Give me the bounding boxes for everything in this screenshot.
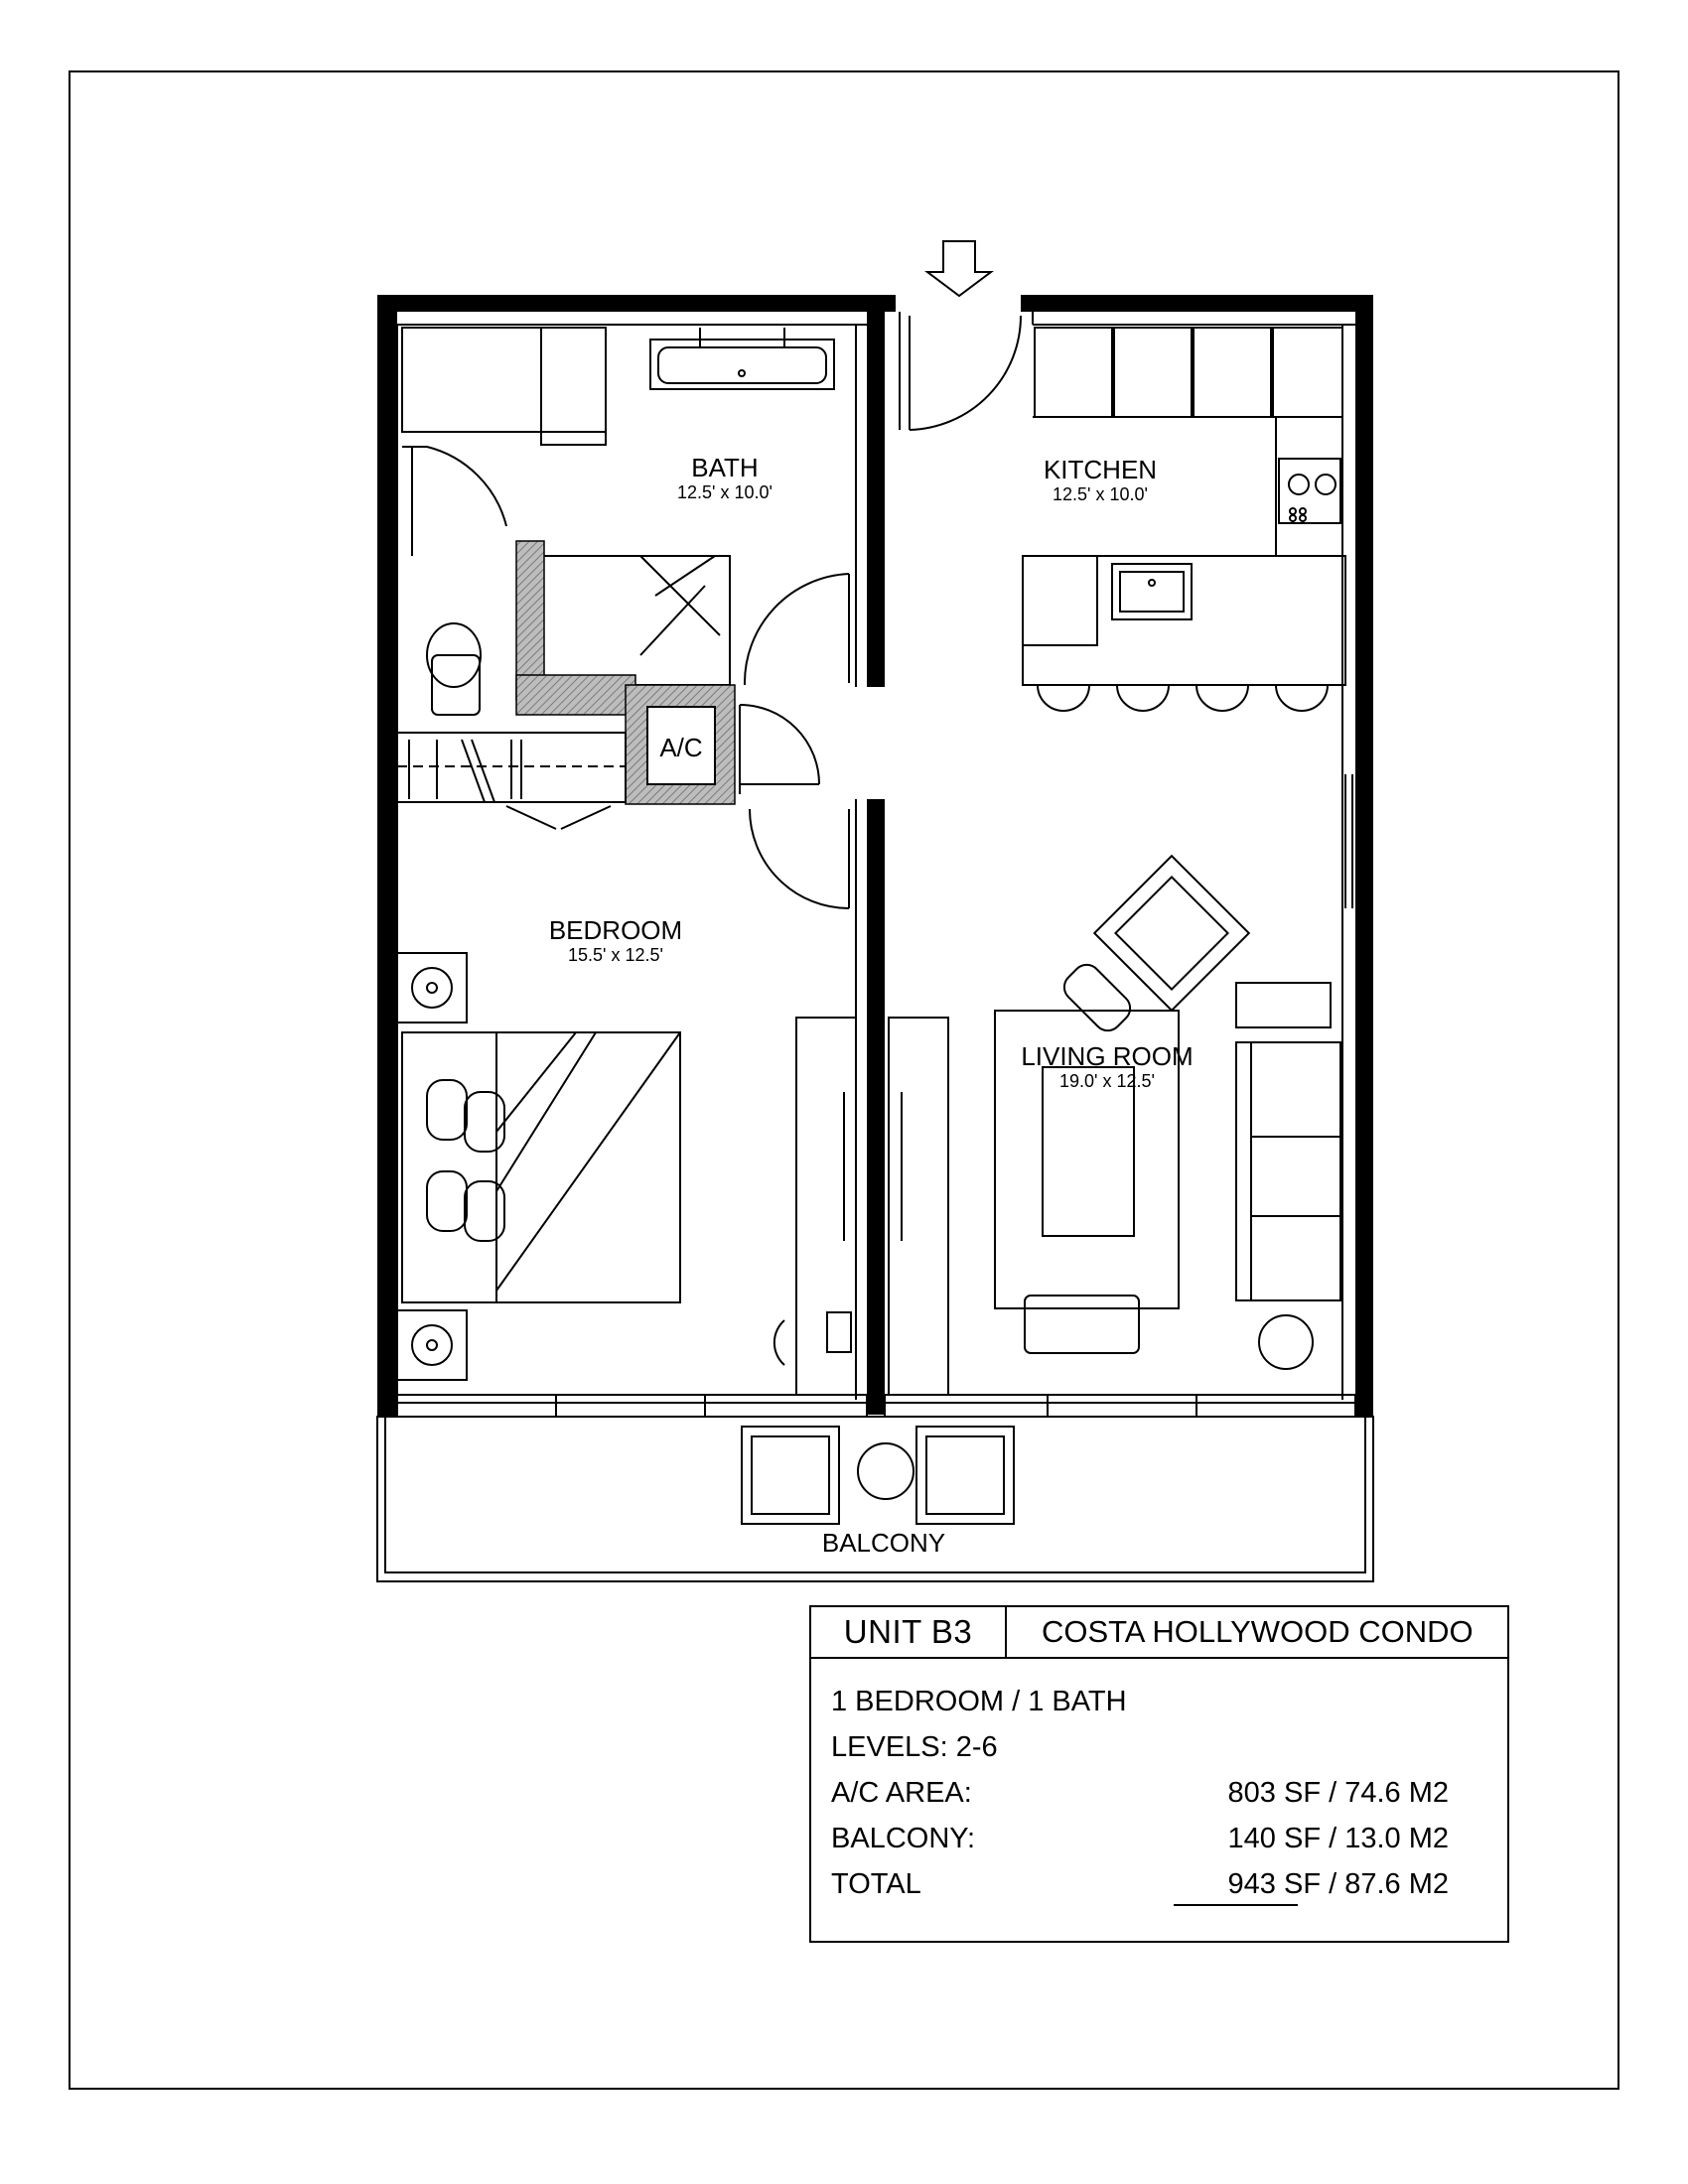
bedroom-label: BEDROOM — [548, 915, 683, 945]
bath-label: BATH — [691, 453, 759, 482]
area-row — [831, 1816, 1487, 1861]
ac-label: A/C — [659, 733, 703, 762]
shaft-hatch-2 — [516, 675, 635, 715]
living-furniture — [889, 856, 1340, 1395]
info-body — [811, 1659, 1507, 1907]
unit-info-table — [809, 1605, 1509, 1943]
area-row-value: 803 SF / 74.6 M2 — [1227, 1776, 1449, 1809]
living-room-dims: 19.0' x 12.5' — [1059, 1071, 1155, 1091]
bath-fixtures — [402, 328, 834, 715]
kitchen-label: KITCHEN — [1043, 455, 1158, 484]
area-row — [831, 1770, 1487, 1816]
unit-name: UNIT B3 — [811, 1607, 1007, 1657]
unit-type-text: 1 BEDROOM / 1 BATH — [831, 1685, 1127, 1717]
bath-dims: 12.5' x 10.0' — [677, 482, 773, 502]
balcony-label: BALCONY — [821, 1528, 946, 1558]
bedroom-furniture — [397, 953, 856, 1395]
area-row-value: 943 SF / 87.6 M2 — [1227, 1867, 1449, 1900]
total-rule — [1174, 1904, 1298, 1906]
area-row-label: TOTAL — [831, 1867, 921, 1900]
area-row-value: 140 SF / 13.0 M2 — [1227, 1822, 1449, 1854]
closet — [397, 733, 626, 829]
unit-type — [831, 1679, 1487, 1724]
bedroom-dims: 15.5' x 12.5' — [568, 945, 663, 965]
entry-arrow-icon — [927, 241, 991, 296]
unit-levels-text: LEVELS: 2-6 — [831, 1730, 998, 1763]
kitchen-dims: 12.5' x 10.0' — [1053, 484, 1148, 504]
living-room-label: LIVING ROOM — [1021, 1041, 1194, 1071]
info-header — [811, 1607, 1507, 1659]
area-row-label: BALCONY: — [831, 1822, 976, 1854]
unit-levels — [831, 1724, 1487, 1770]
area-row-label: A/C AREA: — [831, 1776, 972, 1809]
area-row — [831, 1861, 1487, 1907]
kitchen-fixtures — [1023, 328, 1352, 908]
project-name: COSTA HOLLYWOOD CONDO — [1042, 1614, 1474, 1649]
